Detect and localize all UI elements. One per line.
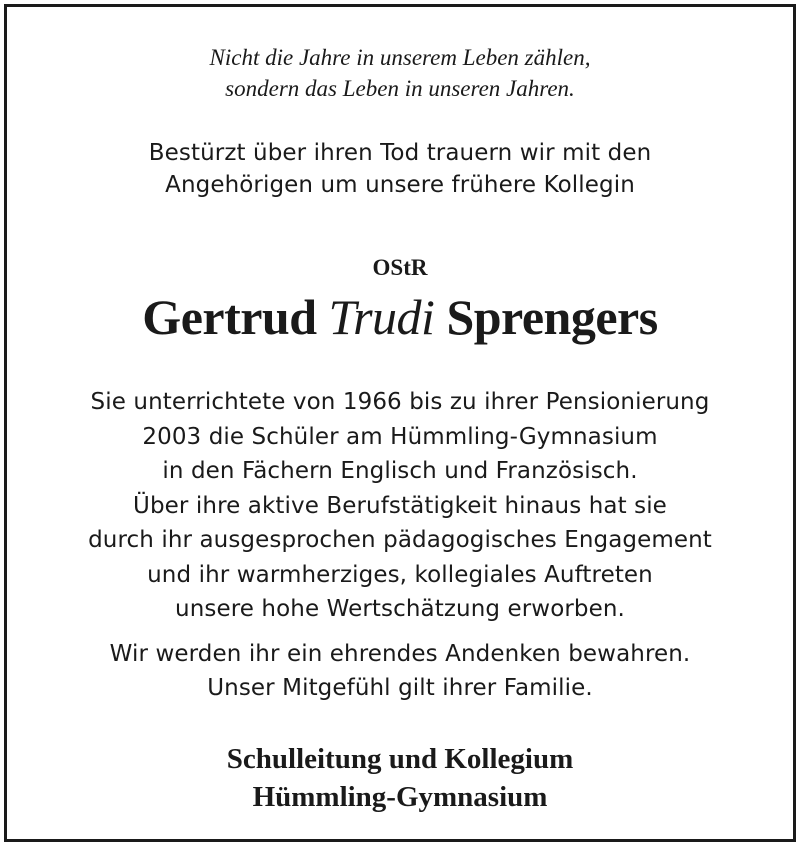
motto-line-1: Nicht die Jahre in unserem Leben zählen,: [209, 45, 591, 70]
intro-line-2: Angehörigen um unsere frühere Kollegin: [165, 172, 635, 198]
signature-line-2: Hümmling-Gymnasium: [252, 781, 548, 813]
tribute-line: unsere hohe Wertschätzung erworben.: [175, 596, 625, 622]
tribute-line: durch ihr ausgesprochen pädagogisches Engagement: [88, 527, 712, 553]
obituary-notice: [4, 4, 796, 842]
tribute-line: in den Fächern Englisch und Französisch.: [162, 458, 638, 484]
motto-line-2: sondern das Leben in unseren Jahren.: [225, 76, 575, 101]
first-name: Gertrud: [142, 289, 317, 345]
tribute-line: und ihr warmherziges, kollegiales Auftreten: [147, 562, 653, 588]
last-name: Sprengers: [446, 289, 658, 345]
closing-line-1: Wir werden ihr ein ehrendes Andenken bewahren.: [109, 641, 691, 667]
signature-line-1: Schulleitung und Kollegium: [226, 743, 574, 775]
tribute-line: Über ihre aktive Berufstätigkeit hinaus hat sie: [133, 493, 667, 519]
tribute-line: 2003 die Schüler am Hümmling-Gymnasium: [142, 424, 658, 450]
nickname: Trudi: [328, 289, 435, 345]
tribute-line: Sie unterrichtete von 1966 bis zu ihrer Pensionierung: [90, 389, 710, 415]
academic-title: OStR: [372, 255, 428, 280]
intro-line-1: Bestürzt über ihren Tod trauern wir mit den: [148, 140, 652, 166]
deceased-name: [7, 287, 793, 347]
closing-line-2: Unser Mitgefühl gilt ihrer Familie.: [207, 675, 593, 701]
